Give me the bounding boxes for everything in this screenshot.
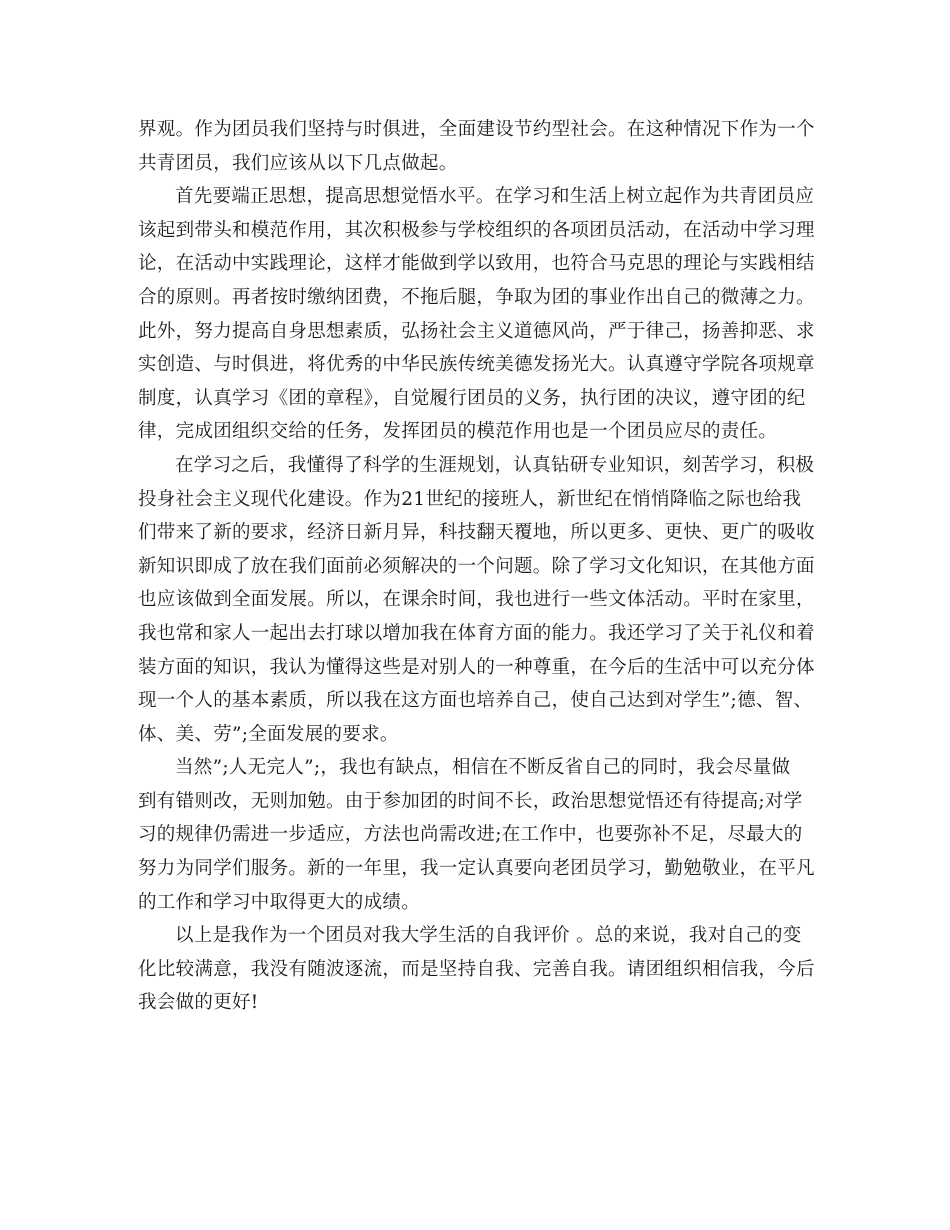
text-line: 当然”;人无完人”;，我也有缺点，相信在不断反省自己的同时，我会尽量做 bbox=[175, 757, 791, 779]
text-line: 合的原则。再者按时缴纳团费，不拖后腿，争取为团的事业作出自己的微薄之力。 bbox=[138, 286, 815, 308]
text-line: 也应该做到全面发展。所以，在课余时间，我也进行一些文体活动。平时在家里， bbox=[138, 589, 815, 611]
text-line: 们带来了新的要求，经济日新月异，科技翻天覆地，所以更多、更快、更广的吸收 bbox=[138, 522, 815, 544]
text-line: 新知识即成了放在我们面前必须解决的一个问题。除了学习文化知识，在其他方面 bbox=[138, 555, 815, 577]
paragraph-3 bbox=[138, 449, 818, 751]
paragraph-5 bbox=[138, 919, 818, 1020]
text-line: 共青团员，我们应该从以下几点做起。 bbox=[138, 152, 458, 174]
text-line: 到有错则改，无则加勉。由于参加团的时间不长，政治思想觉悟还有待提高;对学 bbox=[138, 790, 803, 812]
text-line: 界观。作为团员我们坚持与时俱进，全面建设节约型社会。在这种情况下作为一个 bbox=[138, 119, 815, 140]
text-line: 努力为同学们服务。新的一年里，我一定认真要向老团员学习，勤勉敬业，在平凡 bbox=[138, 858, 815, 880]
text-line: 现一个人的基本素质，所以我在这方面也培养自己，使自己达到对学生”;德、智、 bbox=[138, 690, 813, 712]
text-line: 装方面的知识，我认为懂得这些是对别人的一种尊重，在今后的生活中可以充分体 bbox=[138, 656, 815, 678]
text-line: 论，在活动中实践理论，这样才能做到学以致用，也符合马克思的理论与实践相结 bbox=[138, 253, 815, 275]
text-line: 化比较满意，我没有随波逐流，而是坚持自我、完善自我。请团组织相信我，今后 bbox=[138, 958, 815, 980]
text-line: 我会做的更好! bbox=[138, 992, 259, 1014]
paragraph-4 bbox=[138, 751, 818, 919]
text-line: 在学习之后，我懂得了科学的生涯规划，认真钻研专业知识，刻苦学习，积极 bbox=[175, 454, 815, 476]
text-line: 制度，认真学习《团的章程》，自觉履行团员的义务，执行团的决议，遵守团的纪 bbox=[138, 387, 806, 409]
document-body bbox=[138, 113, 818, 1020]
text-line: 习的规律仍需进一步适应，方法也尚需改进;在工作中，也要弥补不足，尽最大的 bbox=[138, 824, 803, 846]
text-line: 以上是我作为一个团员对我大学生活的自我评价 。总的来说，我对自己的变 bbox=[175, 925, 802, 947]
paragraph-2 bbox=[138, 180, 818, 449]
paragraph-1 bbox=[138, 113, 818, 180]
text-line: 实创造、与时俱进，将优秀的中华民族传统美德发扬光大。认真遵守学院各项规章 bbox=[138, 354, 815, 376]
text-line: 的工作和学习中取得更大的成绩。 bbox=[138, 891, 421, 913]
text-line: 我也常和家人一起出去打球以增加我在体育方面的能力。我还学习了关于礼仪和着 bbox=[138, 622, 815, 644]
text-line: 律，完成团组织交给的任务，发挥团员的模范作用也是一个团员应尽的责任。 bbox=[138, 421, 778, 443]
text-line: 此外，努力提高自身思想素质，弘扬社会主义道德风尚，严于律己，扬善抑恶、求 bbox=[138, 320, 815, 342]
text-line: 首先要端正思想，提高思想觉悟水平。在学习和生活上树立起作为共青团员应 bbox=[175, 186, 815, 208]
text-line: 投身社会主义现代化建设。作为21世纪的接班人，新世纪在悄悄降临之际也给我 bbox=[138, 488, 802, 510]
text-line: 该起到带头和模范作用，其次积极参与学校组织的各项团员活动，在活动中学习理 bbox=[138, 219, 815, 241]
text-line: 体、美、劳”;全面发展的要求。 bbox=[138, 723, 399, 745]
